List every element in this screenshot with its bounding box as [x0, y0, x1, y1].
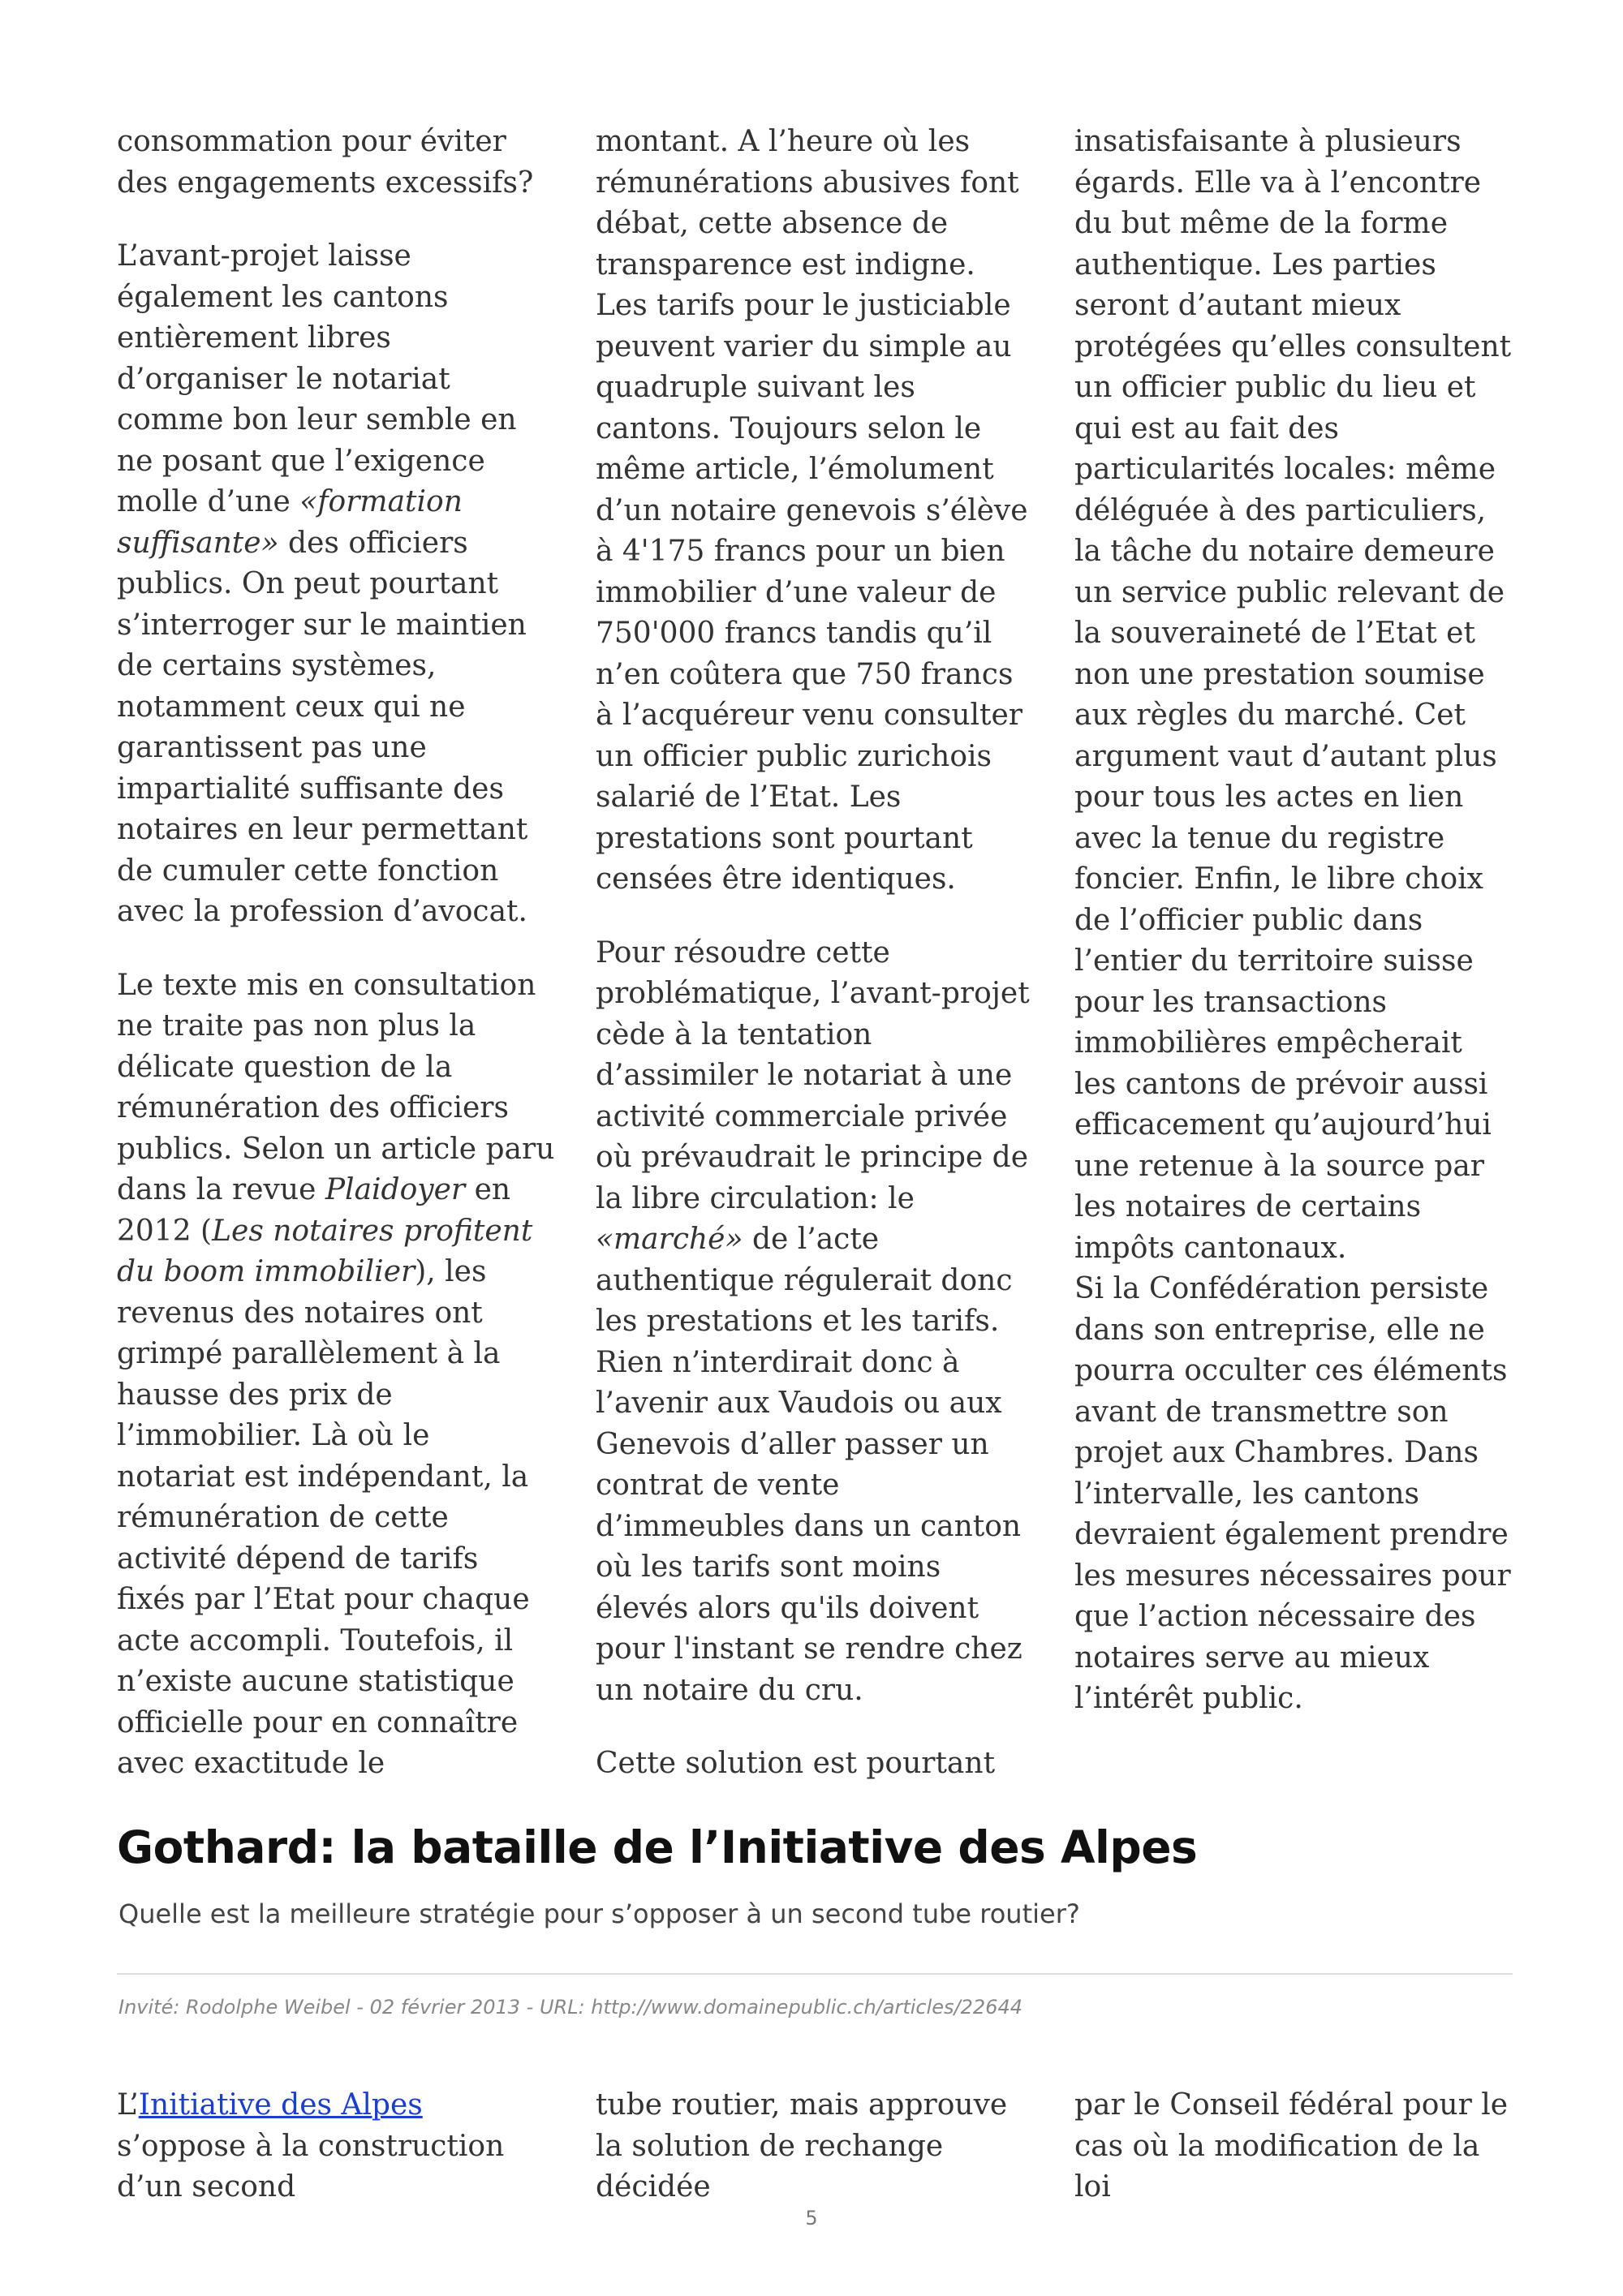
initiative-des-alpes-link[interactable]: Initiative des Alpes: [138, 2088, 423, 2122]
text-column-2: [596, 122, 1034, 1785]
paragraph: Le texte mis en consultation ne traite pas non plus la délicate question de la rémunération des officiers publics. Selon un article paru dans la revue Plaidoyer en 2012 (Les notaires profitent du boom immobilier), les revenus des notaires ont grimpé parallèlement à la hausse des prix de l’immobilier. Là où le notariat est indépendant, la rémunération de cette activité dépend de tarifs fixés par l’Etat pour chaque acte accompli. Toutefois, il n’existe aucune statistique officielle pour en connaître avec exactitude le: [117, 968, 555, 1780]
paragraph: L’Initiative des Alpes s’oppose à la construction d’un second: [117, 2088, 505, 2204]
paragraph: consommation pour éviter des engagements excessifs?: [117, 125, 534, 200]
text-column-2: [596, 2085, 1034, 2208]
divider: [117, 1973, 1513, 1975]
paragraph: tube routier, mais approuve la solution de rechange décidée: [596, 2088, 1008, 2204]
text-column-3: [1074, 122, 1513, 1785]
article-body: [117, 2085, 1513, 2208]
paragraph: Si la Confédération persiste dans son entreprise, elle ne pourra occulter ces éléments avant de transmettre son projet aux Chambres. Dans l’intervalle, les cantons devraient également prendre les mesures nécessaires pour que l’action nécessaire des notaires serve au mieux l’intérêt public.: [1074, 1272, 1511, 1715]
paragraph: insatisfaisante à plusieurs égards. Elle va à l’encontre du but même de la forme authentique. Les parties seront d’autant mieux protégées qu’elles consultent un officier public du lieu et qui est au fait des particularités locales: même déléguée à des particuliers, la tâche du notaire demeure un service public relevant de la souveraineté de l’Etat et non une prestation soumise aux règles du marché. Cet argument vaut d’autant plus pour tous les actes en lien avec la tenue du registre foncier. Enfin, le libre choix de l’officier public dans l’entier du territoire suisse pour les transactions immobilières empêcherait les cantons de prévoir aussi efficacement qu’aujourd’hui une retenue à la source par les notaires de certains impôts cantonaux.: [1074, 125, 1512, 1265]
paragraph: Pour résoudre cette problématique, l’avant-projet cède à la tentation d’assimiler le notariat à une activité commerciale privée où prévaudrait le principe de la libre circulation: le «marché» de l’acte authentique régulerait donc les prestations et les tarifs. Rien n’interdirait donc à l’avenir aux Vaudois ou aux Genevois d’aller passer un contrat de vente d’immeubles dans un canton où les tarifs sont moins élevés alors qu'ils doivent pour l'instant se rendre chez un notaire du cru.: [596, 935, 1030, 1707]
page-number: 5: [805, 2207, 818, 2229]
article-title: Gothard: la bataille de l’Initiative des Alpes: [117, 1821, 1198, 1873]
paragraph: Cette solution est pourtant: [596, 1747, 996, 1780]
text-column-3: [1074, 2085, 1513, 2208]
text-column-1: [117, 2085, 555, 2208]
text-column-1: [117, 122, 555, 1785]
paragraph: montant. A l’heure où les rémunérations abusives font débat, cette absence de transparence est indigne. Les tarifs pour le justiciable peuvent varier du simple au quadruple suivant les cantons. Toujours selon le même article, l’émolument d’un notaire genevois s’élève à 4'175 francs pour un bien immobilier d’une valeur de 750'000 francs tandis qu’il n’en coûtera que 750 francs à l’acquéreur venu consulter un officier public zurichois salarié de l’Etat. Les prestations sont pourtant censées être identiques.: [596, 125, 1028, 896]
article-continuation: [117, 122, 1513, 1785]
paragraph: L’avant-projet laisse également les cantons entièrement libres d’organiser le notariat comme bon leur semble en ne posant que l’exigence molle d’une «formation suffisante» des officiers publics. On peut pourtant s’interroger sur le maintien de certains systèmes, notamment ceux qui ne garantissent pas une impartialité suffisante des notaires en leur permettant de cumuler cette fonction avec la profession d’avocat.: [117, 239, 528, 928]
article-meta: Invité: Rodolphe Weibel - 02 février 2013 - URL: http://www.domainepublic.ch/articles/22644: [118, 1996, 1022, 2019]
paragraph: par le Conseil fédéral pour le cas où la modification de la loi: [1074, 2088, 1509, 2204]
article-subtitle: Quelle est la meilleure stratégie pour s’opposer à un second tube routier?: [118, 1898, 1080, 1929]
